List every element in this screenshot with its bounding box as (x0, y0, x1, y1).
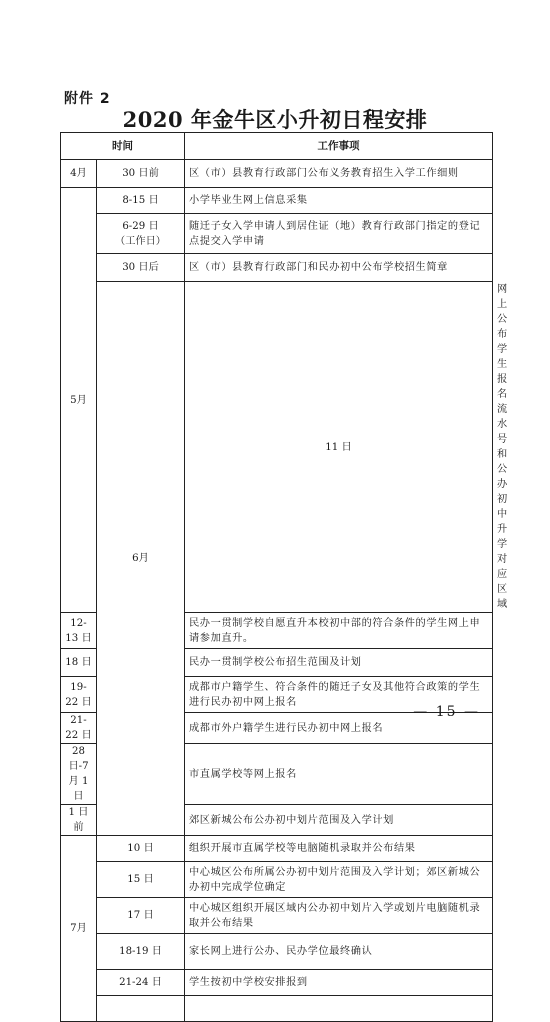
page-number: — 15 — (413, 704, 480, 720)
date-cell: 1 日前 (61, 805, 97, 836)
task-cell: 区（市）县教育行政部门和民办初中公布学校招生简章 (185, 254, 493, 282)
date-cell: 18-19 日 (97, 934, 185, 970)
table-row (61, 934, 493, 970)
table-row (61, 970, 493, 996)
date-cell (97, 214, 185, 254)
month-cell: 5月 (61, 188, 97, 613)
task-cell: 郊区新城公布公办初中划片范围及入学计划 (185, 805, 493, 836)
date-cell: 19-22 日 (61, 677, 97, 713)
date-cell: 15 日 (97, 862, 185, 898)
date-cell: 21-22 日 (61, 713, 97, 744)
date-cell: 18 日 (61, 649, 97, 677)
task-cell: 民办一贯制学校公布招生范围及计划 (185, 649, 493, 677)
task-cell: 学生按初中学校安排报到 (185, 970, 493, 996)
table-row (61, 996, 493, 1022)
task-cell: 区（市）县教育行政部门公布义务教育招生入学工作细则 (185, 160, 493, 188)
date-cell: 12-13 日 (61, 613, 97, 649)
page-title: 2020 年金牛区小升初日程安排 (122, 107, 428, 132)
schedule-table (60, 132, 508, 1022)
attachment-label: 附件 2 (64, 91, 111, 107)
date-cell: 8-15 日 (97, 188, 185, 214)
date-cell: 30 日前 (97, 160, 185, 188)
task-cell: 小学毕业生网上信息采集 (185, 188, 493, 214)
table-row (61, 836, 493, 862)
task-cell: 随迁子女入学申请人到居住证（地）教育行政部门指定的登记点提交入学申请 (185, 214, 493, 254)
task-cell: 成都市户籍学生、符合条件的随迁子女及其他符合政策的学生进行民办初中网上报名 (185, 677, 493, 713)
task-cell: 市直属学校等网上报名 (185, 744, 493, 805)
month-cell: 7月 (61, 836, 97, 1022)
table-row (61, 254, 493, 282)
task-cell: 组织开展市直属学校等电脑随机录取并公布结果 (185, 836, 493, 862)
task-line: 中心城区公布所属公办初中划片范围及入学计划；郊区新城公办初中完成学位确定 (189, 866, 481, 893)
header-task: 工作事项 (185, 133, 493, 160)
date-line: 6-29 日 (122, 220, 159, 232)
task-cell (185, 996, 493, 1022)
task-cell: 家长网上进行公办、民办学位最终确认 (185, 934, 493, 970)
date-cell: 30 日后 (97, 254, 185, 282)
task-cell: 中心城区组织开展区域内公办初中划片入学或划片电脑随机录取并公布结果 (185, 898, 493, 934)
date-cell (97, 996, 185, 1022)
table-row (61, 862, 493, 898)
table-row (61, 898, 493, 934)
date-cell: 21-24 日 (97, 970, 185, 996)
table-row: 6月 11 日 网上公布学生报名流水号和公办初中升学对应区域 (61, 282, 493, 613)
table-row (61, 188, 493, 214)
table-header-row (61, 133, 493, 160)
table-row (61, 160, 493, 188)
date-cell: 28 日-7 月 1 日 (61, 744, 97, 805)
task-cell: 成都市外户籍学生进行民办初中网上报名 (185, 713, 493, 744)
task-cell: 民办一贯制学校自愿直升本校初中部的符合条件的学生网上申请参加直升。 (185, 613, 493, 649)
date-cell: 17 日 (97, 898, 185, 934)
month-cell: 6月 (97, 282, 185, 836)
date-cell: 11 日 (185, 282, 493, 613)
date-cell: 10 日 (97, 836, 185, 862)
header-time: 时间 (61, 133, 185, 160)
task-cell (185, 862, 493, 898)
table-row (61, 214, 493, 254)
date-note: （工作日） (115, 235, 166, 247)
month-cell: 4月 (61, 160, 97, 188)
